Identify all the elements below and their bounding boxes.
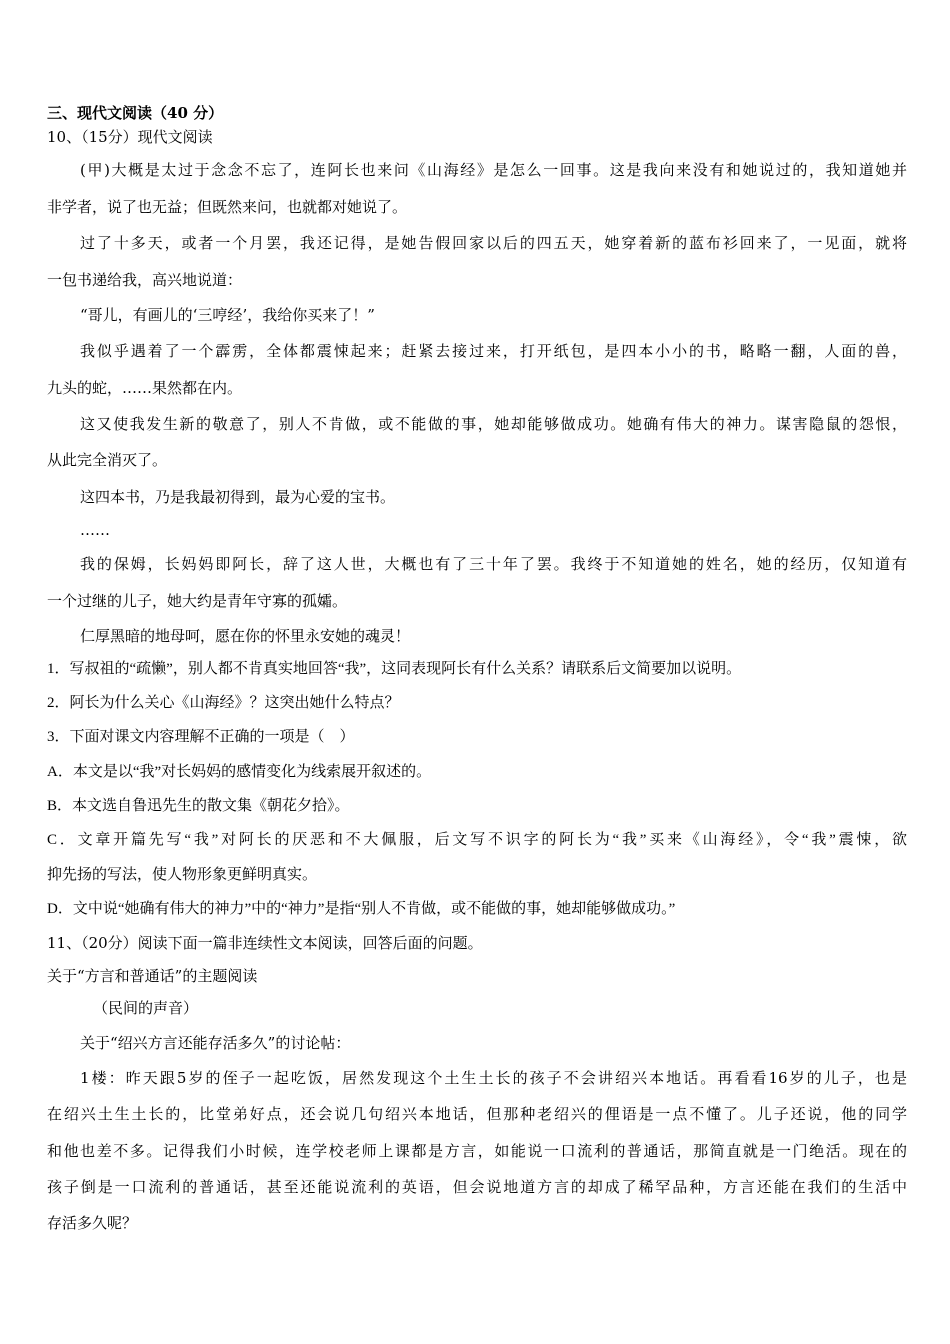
question-item: 2．阿长为什么关心《山海经》？这突出她什么特点？ (47, 695, 400, 711)
passage-line: (甲)大概是太过于念念不忘了，连阿长也来问《山海经》是怎么一回事。这是我向来没有和她说过的，我知道她并 (80, 161, 907, 179)
passage-line: 过了十多天，或者一个月罢，我还记得，是她告假回家以后的四五天，她穿着新的蓝布衫回来了，一见面，就将 (80, 234, 907, 252)
post-line: 存活多久呢？ (47, 1214, 138, 1232)
passage-line: 九头的蛇，……果然都在内。 (47, 379, 243, 397)
passage-line: 一个过继的儿子，她大约是青年守寡的孤孀。 (47, 592, 348, 610)
post-line: 在绍兴土生土长的，比堂弟好点，还会说几句绍兴本地话，但那种老绍兴的俚语是一点不懂了。儿子还说，他的同学 (47, 1105, 907, 1123)
passage-line: 这四本书，乃是我最初得到，最为心爱的宝书。 (80, 488, 396, 506)
passage-line: 从此完全消灭了。 (47, 451, 168, 469)
passage-line: 非学者，说了也无益；但既然来问，也就都对她说了。 (47, 198, 408, 216)
thread-title: 关于“绍兴方言还能存活多久”的讨论帖： (80, 1034, 351, 1052)
question-10-header: 10、（15分）现代文阅读 (47, 128, 213, 146)
sub-title: （民间的声音） (93, 999, 199, 1017)
passage-line: 仁厚黑暗的地母呵，愿在你的怀里永安她的魂灵！ (80, 627, 411, 645)
section-title: 三、现代文阅读（40 分） (47, 104, 224, 122)
post-line: 1楼：昨天跟5岁的侄子一起吃饭，居然发现这个土生土长的孩子不会讲绍兴本地话。再看看16岁的儿子，也是 (80, 1069, 907, 1087)
option-a: A．本文是以“我”对长妈妈的感情变化为线索展开叙述的。 (47, 764, 432, 780)
option-b: B．本文选自鲁迅先生的散文集《朝花夕拾》。 (47, 798, 350, 814)
question-11-header: 11、（20分）阅读下面一篇非连续性文本阅读，回答后面的问题。 (47, 934, 483, 952)
post-line: 和他也差不多。记得我们小时候，连学校老师上课都是方言，如能说一口流利的普通话，那简直就是一门绝活。现在的 (47, 1142, 907, 1160)
passage-line: 一包书递给我，高兴地说道： (47, 271, 243, 289)
passage-line: 我似乎遇着了一个霹雳，全体都震悚起来；赶紧去接过来，打开纸包，是四本小小的书，略略一翻，人面的兽， (80, 342, 907, 360)
passage-line: 我的保姆，长妈妈即阿长，辞了这人世，大概也有了三十年了罢。我终于不知道她的姓名，她的经历，仅知道有 (80, 555, 907, 573)
topic-title: 关于“方言和普通话”的主题阅读 (47, 967, 258, 985)
question-item: 1．写叔祖的“疏懒”，别人都不肯真实地回答“我”，这同表现阿长有什么关系？请联系后文简要加以说明。 (47, 661, 742, 677)
option-c-cont: 抑先扬的写法，使人物形象更鲜明真实。 (47, 867, 318, 883)
passage-line: “哥儿，有画儿的‘三哼经’，我给你买来了！” (80, 306, 375, 324)
post-line: 孩子倒是一口流利的普通话，甚至还能说流利的英语，但会说地道方言的却成了稀罕品种，方言还能在我们的生活中 (47, 1178, 907, 1196)
option-d: D．文中说“她确有伟大的神力”中的“神力”是指“别人不肯做，或不能做的事，她却能够做成功。” (47, 901, 676, 917)
passage-ellipsis: …… (80, 521, 110, 539)
option-c: C．文章开篇先写“我”对阿长的厌恶和不大佩服，后文写不识字的阿长为“我”买来《山海经》，令“我”震悚，欲 (47, 832, 907, 848)
passage-line: 这又使我发生新的敬意了，别人不肯做，或不能做的事，她却能够做成功。她确有伟大的神力。谋害隐鼠的怨恨， (80, 415, 907, 433)
question-item: 3．下面对课文内容理解不正确的一项是（ ） (47, 729, 355, 745)
